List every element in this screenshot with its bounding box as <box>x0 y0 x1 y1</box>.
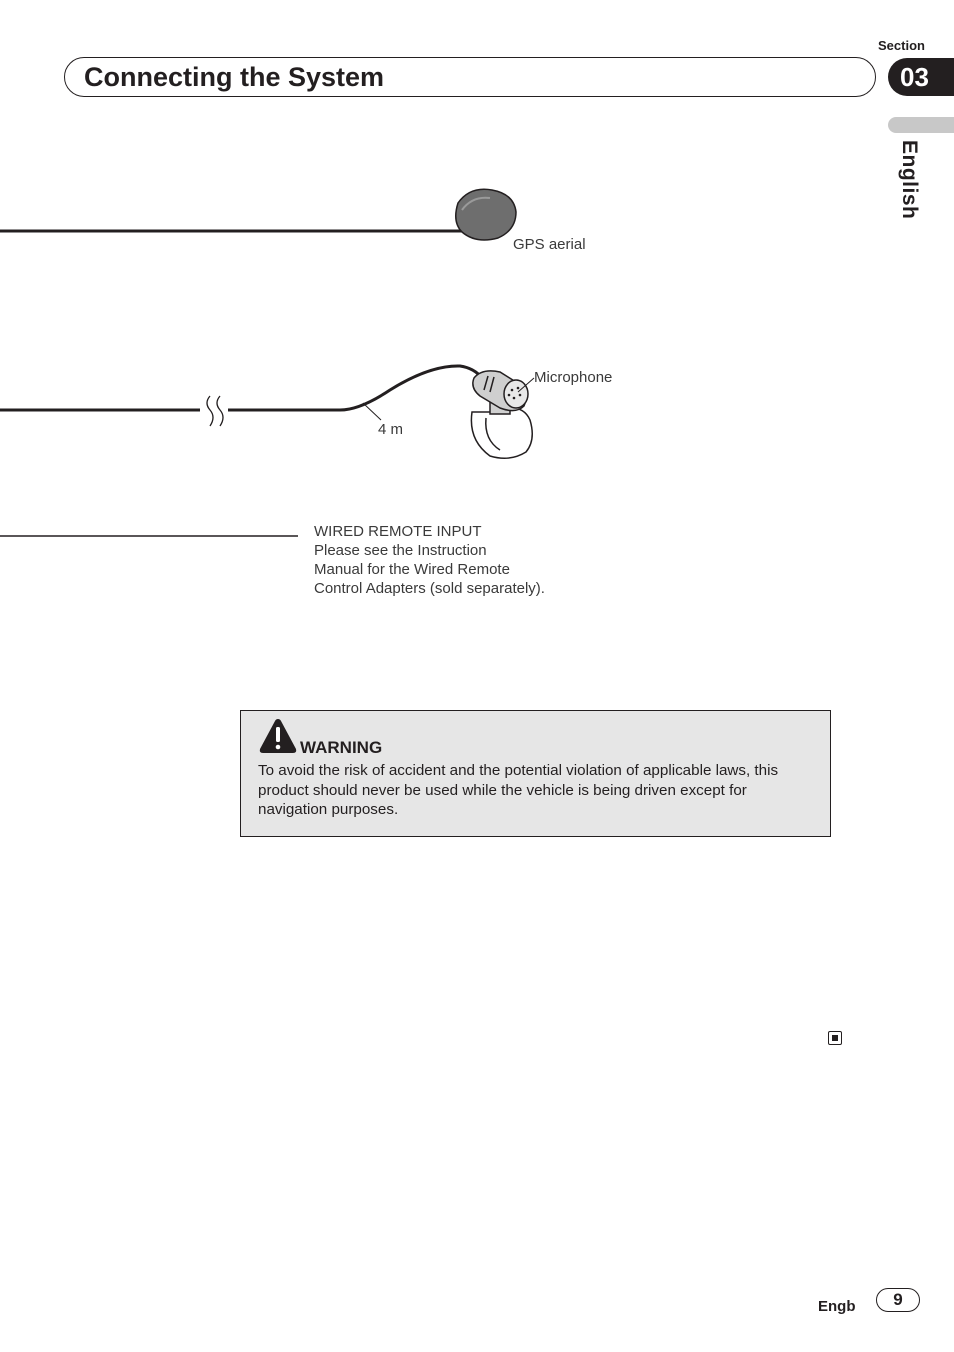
wired-remote-line: Manual for the Wired Remote <box>314 561 510 578</box>
cable-break-mark <box>207 396 223 426</box>
warning-line: To avoid the risk of accident and the potential violation of applicable laws, this <box>258 762 779 779</box>
page-number: 9 <box>876 1288 920 1312</box>
warning-line: navigation purposes. <box>258 801 399 818</box>
microphone-label: Microphone <box>534 369 613 386</box>
warning-icon <box>258 717 298 755</box>
language-tab-label: English <box>898 140 921 220</box>
wired-remote-line: Please see the Instruction <box>314 542 487 559</box>
section-number-tab: 03 <box>888 58 954 96</box>
section-label: Section <box>878 38 925 53</box>
warning-line: product should never be used while the vehicle is being driven except for <box>258 781 747 799</box>
warning-text <box>258 761 823 820</box>
section-end-icon <box>828 1031 842 1045</box>
footer-language-code: Engb <box>818 1298 856 1315</box>
gps-aerial-label: GPS aerial <box>513 236 586 253</box>
warning-title: WARNING <box>300 738 383 757</box>
cable-length-label: 4 m <box>378 421 404 438</box>
length-leader <box>363 403 381 420</box>
page-title: Connecting the System <box>84 62 385 92</box>
gps-aerial-icon <box>456 189 516 240</box>
wired-remote-line: Control Adapters (sold separately). <box>314 580 545 597</box>
wired-remote-note <box>314 522 545 598</box>
microphone-cable <box>0 366 482 410</box>
microphone-icon <box>471 371 532 458</box>
wired-remote-line: WIRED REMOTE INPUT <box>314 523 482 540</box>
